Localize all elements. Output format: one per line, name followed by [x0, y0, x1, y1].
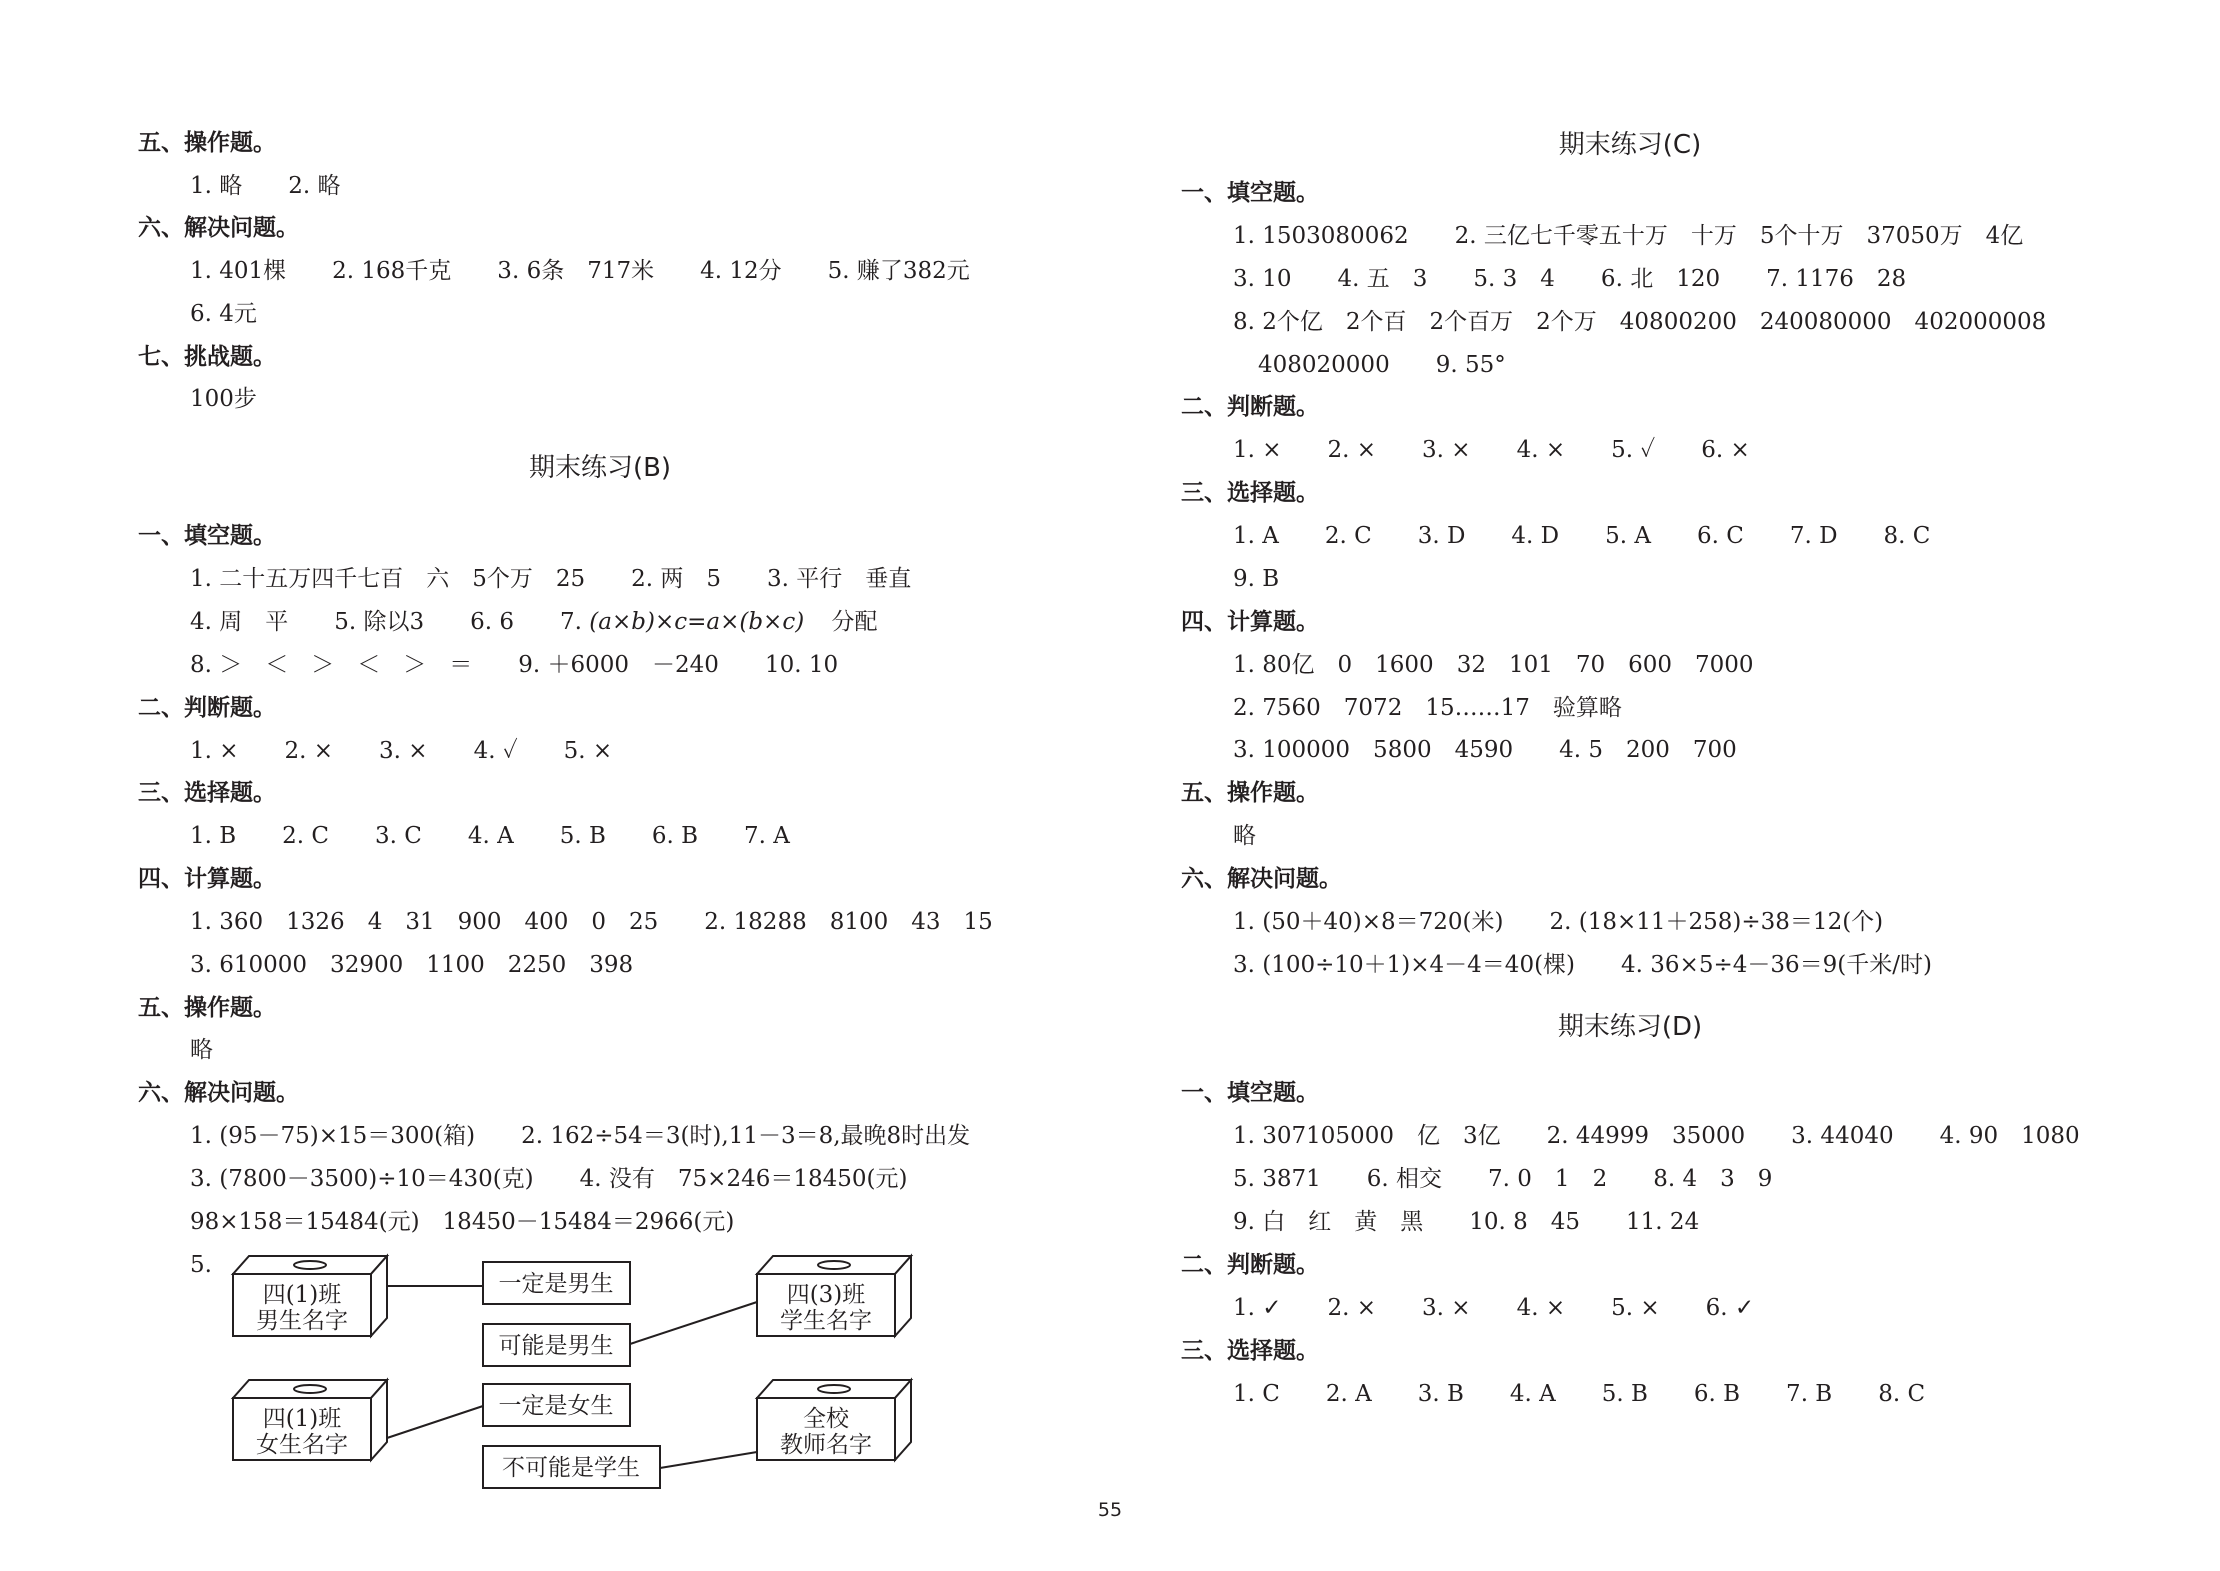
answer-line: 5. [190, 1252, 212, 1278]
answer-line: 3. 610000 32900 1100 2250 398 [190, 952, 634, 978]
answer-line: 8. ＞ ＜ ＞ ＜ ＞ ＝ 9. ＋6000 －240 10. 10 [190, 652, 839, 678]
connector-line [630, 1302, 757, 1344]
box-text: 四(3)班 [786, 1282, 866, 1308]
section-heading: 六、解决问题。 [1181, 866, 1342, 892]
exercise-title-d: 期末练习(D) [1557, 1012, 1703, 1042]
answer-line: 5. 3871 6. 相交 7. 0 1 2 8. 4 3 9 [1233, 1166, 1773, 1192]
section-heading: 六、解决问题。 [138, 1080, 299, 1106]
answer-line: 100步 [190, 386, 257, 412]
answer-line: 6. 4元 [190, 301, 257, 327]
answer-line: 1. × 2. × 3. × 4. ✓ 5. × [190, 738, 613, 764]
answer-line: 1. 80亿 0 1600 32 101 70 600 7000 [1233, 652, 1754, 678]
exercise-title-c: 期末练习(C) [1558, 130, 1702, 160]
answer-line: 98×158＝15484(元) 18450－15484＝2966(元) [190, 1209, 735, 1235]
section-heading: 七、挑战题。 [138, 344, 276, 370]
section-heading: 二、判断题。 [1181, 394, 1319, 420]
section-heading: 三、选择题。 [1181, 480, 1319, 506]
answer-line: 1. 1503080062 2. 三亿七千零五十万 十万 5个十万 37050万 4亿 [1233, 223, 2024, 249]
answer-line: 1. (50＋40)×8＝720(米) 2. (18×11＋258)÷38＝12(个) [1233, 909, 1884, 935]
label-text: 不可能是学生 [502, 1455, 640, 1481]
answer-line: 1. (95－75)×15＝300(箱) 2. 162÷54＝3(时),11－3＝8,最晚8时出发 [190, 1123, 971, 1149]
section-heading: 三、选择题。 [1181, 1338, 1319, 1364]
answer-line: 1. × 2. × 3. × 4. × 5. ✓ 6. × [1233, 437, 1750, 463]
section-heading: 二、判断题。 [138, 695, 276, 721]
answer-line: 1. 307105000 亿 3亿 2. 44999 35000 3. 44040 4. 90 1080 [1233, 1123, 2080, 1149]
answer-line: 408020000 9. 55° [1258, 352, 1506, 378]
connector-line [387, 1406, 483, 1438]
box-text: 女生名字 [256, 1432, 348, 1458]
answer-line: 3. 10 4. 五 3 5. 3 4 6. 北 120 7. 1176 28 [1233, 266, 1907, 292]
answer-line: 3. (7800－3500)÷10＝430(克) 4. 没有 75×246＝18450(元) [190, 1166, 908, 1192]
section-heading: 三、选择题。 [138, 780, 276, 806]
label-text: 一定是女生 [498, 1393, 614, 1419]
box-text: 四(1)班 [262, 1406, 342, 1432]
section-heading: 五、操作题。 [138, 995, 276, 1021]
section-heading: 四、计算题。 [1181, 609, 1319, 635]
answer-line: 1. ✓ 2. × 3. × 4. × 5. × 6. ✓ [1233, 1295, 1755, 1321]
answer-line: 3. (100÷10＋1)×4－4＝40(棵) 4. 36×5÷4－36＝9(千米/时) [1233, 952, 1932, 978]
exercise-title-b: 期末练习(B) [528, 453, 672, 483]
label-text: 可能是男生 [498, 1333, 614, 1359]
answer-line: 1. C 2. A 3. B 4. A 5. B 6. B 7. B 8. C [1233, 1381, 1926, 1407]
section-heading: 一、填空题。 [1181, 180, 1319, 206]
page-number: 55 [1097, 1499, 1123, 1521]
section-heading: 五、操作题。 [1181, 780, 1319, 806]
formula: (a×b)×c=a×(b×c) [589, 609, 805, 635]
box-text: 全校 [803, 1406, 849, 1432]
answer-text: 4. 周 平 5. 除以3 6. 6 7. [190, 609, 582, 635]
matching-diagram [184, 1236, 924, 1498]
answer-line: 略 [190, 1037, 213, 1063]
box-text: 学生名字 [780, 1308, 872, 1334]
section-heading: 五、操作题。 [138, 130, 276, 156]
section-heading: 六、解决问题。 [138, 215, 299, 241]
answer-line [190, 607, 878, 637]
section-heading: 二、判断题。 [1181, 1252, 1319, 1278]
answer-line: 9. B [1233, 566, 1280, 592]
answer-line: 1. B 2. C 3. C 4. A 5. B 6. B 7. A [190, 823, 790, 849]
answer-line: 1. 401棵 2. 168千克 3. 6条 717米 4. 12分 5. 赚了382元 [190, 258, 970, 284]
answer-line: 9. 白 红 黄 黑 10. 8 45 11. 24 [1233, 1209, 1700, 1235]
answer-text: 分配 [831, 609, 878, 635]
answer-line: 1. A 2. C 3. D 4. D 5. A 6. C 7. D 8. C [1233, 523, 1931, 549]
answer-line: 1. 360 1326 4 31 900 400 0 25 2. 18288 8100 43 15 [190, 909, 993, 935]
section-heading: 四、计算题。 [138, 866, 276, 892]
box-text: 四(1)班 [262, 1282, 342, 1308]
answer-line: 1. 略 2. 略 [190, 173, 341, 199]
answer-line: 1. 二十五万四千七百 六 5个万 25 2. 两 5 3. 平行 垂直 [190, 566, 912, 592]
box-text: 教师名字 [780, 1432, 872, 1458]
box-text: 男生名字 [256, 1308, 348, 1334]
label-text: 一定是男生 [498, 1271, 614, 1297]
answer-line: 略 [1233, 823, 1256, 849]
section-heading: 一、填空题。 [138, 523, 276, 549]
answer-line: 3. 100000 5800 4590 4. 5 200 700 [1233, 737, 1737, 763]
connector-line [660, 1452, 757, 1468]
section-heading: 一、填空题。 [1181, 1080, 1319, 1106]
answer-line: 8. 2个亿 2个百 2个百万 2个万 40800200 240080000 402000008 [1233, 309, 2047, 335]
answer-line: 2. 7560 7072 15……17 验算略 [1233, 695, 1622, 721]
